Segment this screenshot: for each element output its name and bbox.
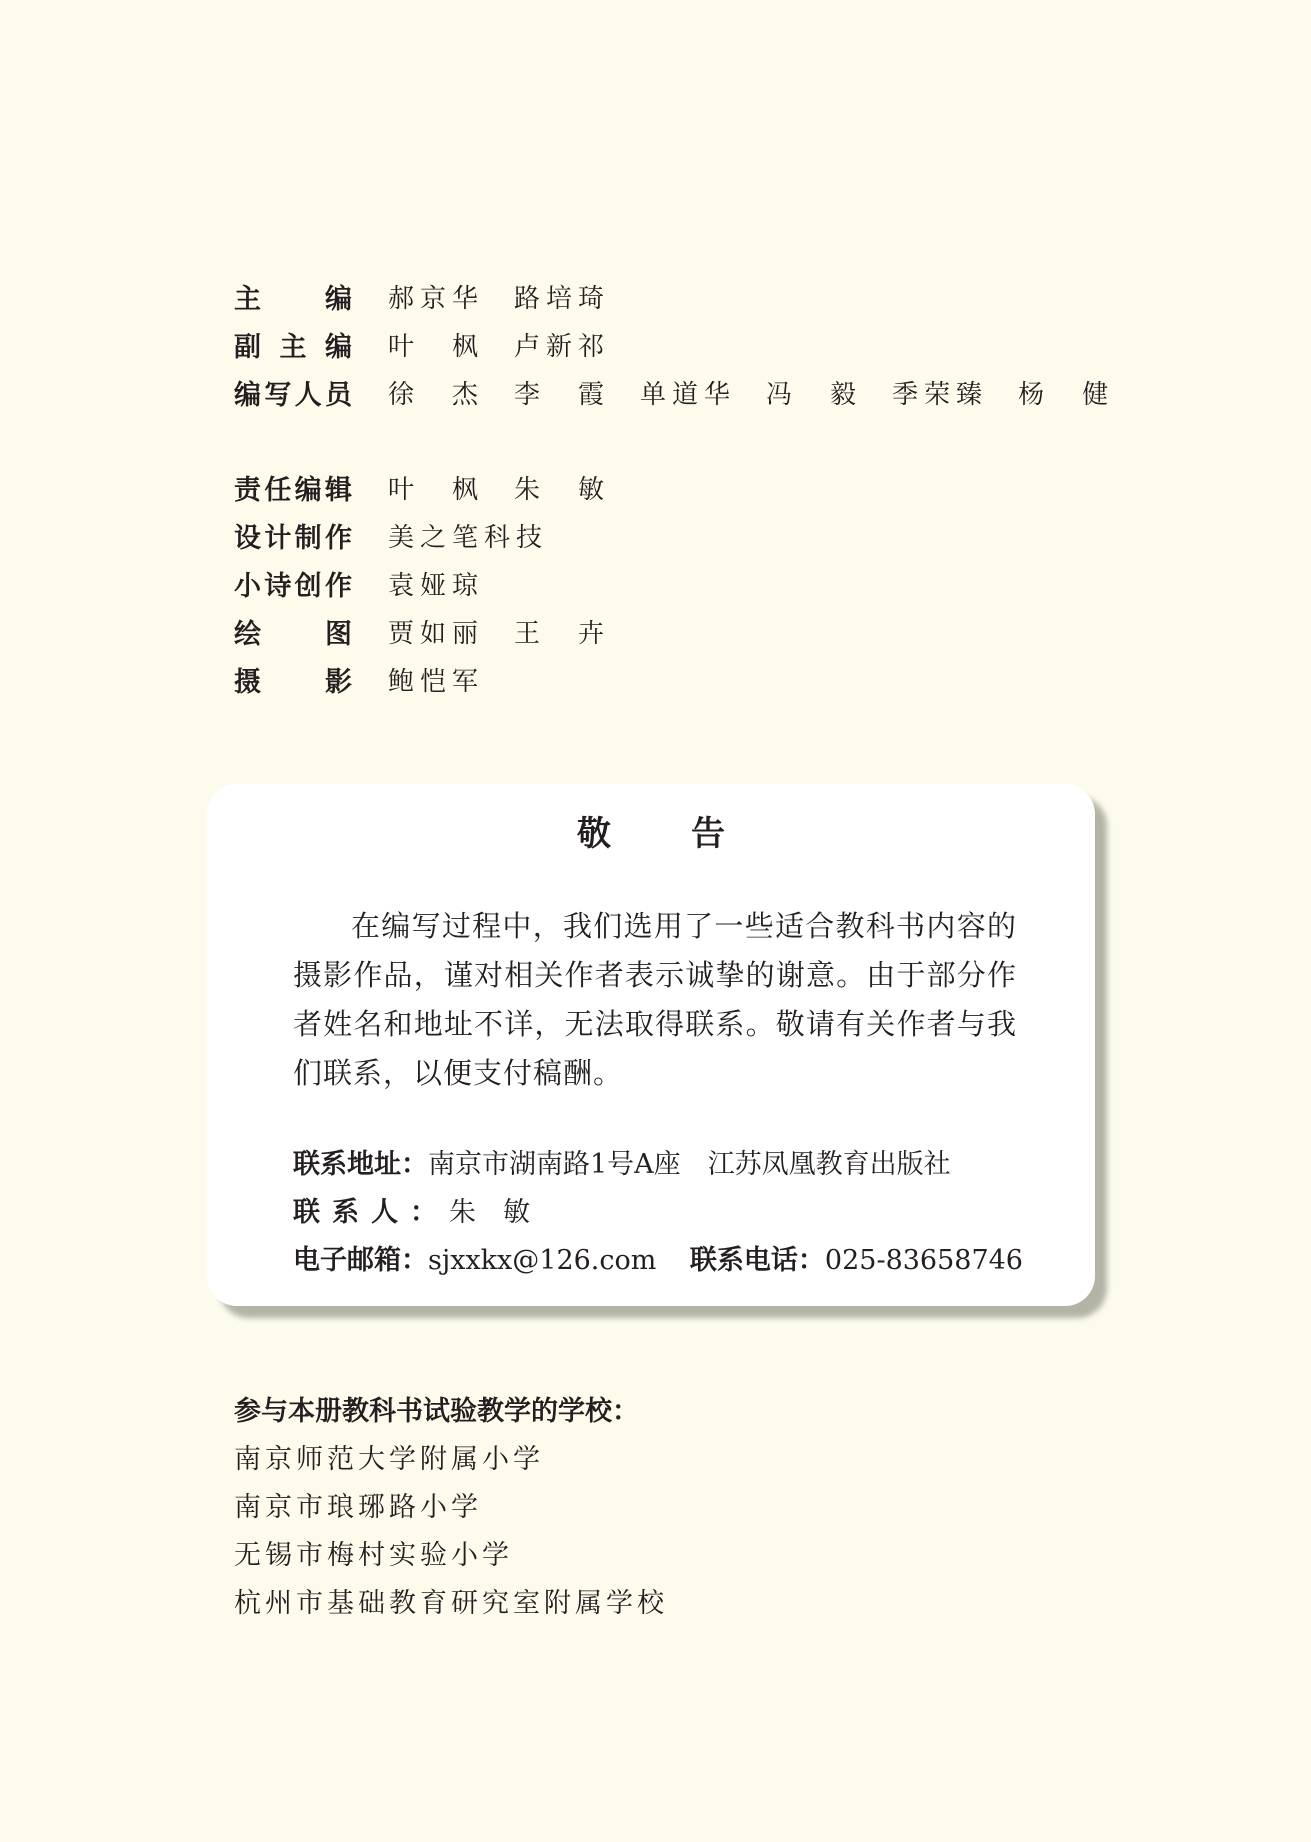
credits-list — [234, 272, 1144, 703]
credit-role: 绘图 — [234, 618, 352, 650]
notice-box — [207, 784, 1095, 1306]
credit-row — [234, 463, 1144, 511]
credit-person: 郝京华 — [388, 283, 485, 314]
phone-value: 025-83658746 — [824, 1245, 1023, 1276]
address-value: 南京市湖南路1号A座 江苏凤凰教育出版社 — [428, 1149, 951, 1180]
credit-row — [234, 655, 1144, 703]
credit-person: 王 卉 — [514, 618, 611, 649]
address-label: 联系地址： — [293, 1149, 428, 1180]
credit-person: 叶 枫 — [388, 331, 485, 362]
credit-person: 路培琦 — [514, 283, 611, 314]
credit-person: 李 霞 — [514, 379, 611, 410]
credit-person: 徐 杰 — [388, 379, 485, 410]
contact-email-phone — [293, 1238, 1023, 1277]
credit-person: 美之笔科技 — [388, 522, 549, 553]
contact-value: 朱 敏 — [449, 1197, 530, 1228]
credit-role: 主编 — [234, 283, 352, 315]
credit-row — [234, 511, 1144, 559]
credit-role: 摄影 — [234, 666, 352, 698]
credit-person: 鲍恺军 — [388, 666, 485, 697]
school-item: 无锡市梅村实验小学 — [234, 1540, 513, 1571]
email-value: sjxxkx@126.com — [428, 1245, 657, 1276]
school-item: 南京市琅琊路小学 — [234, 1492, 482, 1523]
credit-role: 小诗创作 — [234, 570, 352, 602]
schools-title: 参与本册教科书试验教学的学校： — [234, 1396, 639, 1427]
credit-role: 责任编辑 — [234, 474, 352, 506]
credit-person: 冯 毅 — [766, 379, 863, 410]
credit-person: 袁娅琼 — [388, 570, 485, 601]
notice-title: 敬告 — [577, 814, 805, 854]
phone-label: 联系电话： — [689, 1245, 825, 1276]
contact-address — [293, 1142, 1023, 1181]
credit-role: 副主编 — [234, 331, 352, 363]
credit-person: 卢新祁 — [514, 331, 611, 362]
credit-row — [234, 272, 1144, 320]
credit-person: 杨 健 — [1018, 379, 1115, 410]
credit-person: 季荣臻 — [892, 379, 989, 410]
schools-section — [234, 1388, 668, 1628]
contact-person — [293, 1190, 1023, 1229]
credit-row — [234, 559, 1144, 607]
credit-person: 朱 敏 — [514, 474, 611, 505]
school-item: 杭州市基础教育研究室附属学校 — [234, 1588, 668, 1619]
notice-body: 在编写过程中，我们选用了一些适合教科书内容的摄影作品，谨对相关作者表示诚挚的谢意。由于部分作者姓名和地址不详，无法取得联系。敬请有关作者与我们联系，以便支付稿酬。 — [293, 909, 1017, 1090]
credit-row — [234, 368, 1144, 416]
credit-person: 叶 枫 — [388, 474, 485, 505]
credit-role: 编写人员 — [234, 379, 352, 411]
credit-role: 设计制作 — [234, 522, 352, 554]
credit-row — [234, 607, 1144, 655]
credit-row — [234, 320, 1144, 368]
school-item: 南京师范大学附属小学 — [234, 1444, 544, 1475]
credit-person: 单道华 — [640, 379, 737, 410]
email-label: 电子邮箱： — [293, 1245, 428, 1276]
contact-label: 联系人： — [293, 1197, 449, 1228]
credit-person: 贾如丽 — [388, 618, 485, 649]
